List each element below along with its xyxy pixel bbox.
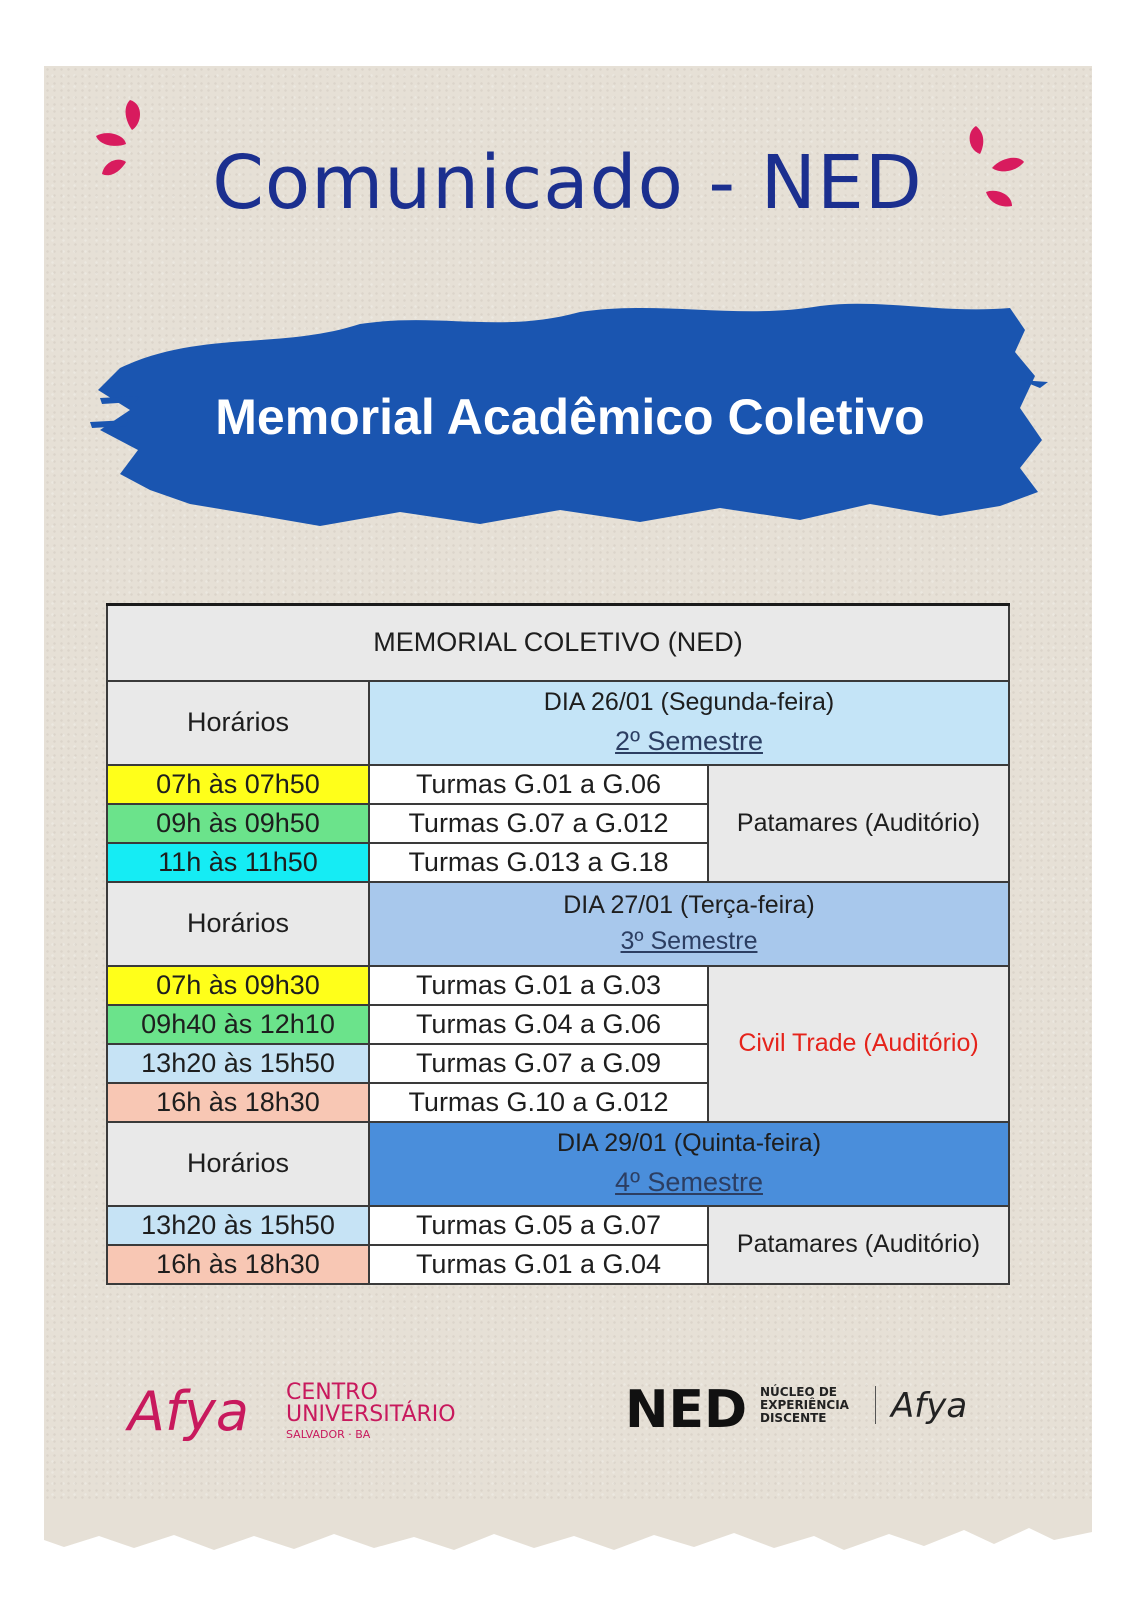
afya-logo-text: Afya xyxy=(128,1380,249,1443)
turmas-cell: Turmas G.07 a G.012 xyxy=(369,804,708,843)
turmas-cell: Turmas G.013 a G.18 xyxy=(369,843,708,882)
ned-sub-line-3: DISCENTE xyxy=(760,1411,827,1425)
time-cell: 11h às 11h50 xyxy=(107,843,369,882)
day-header-row xyxy=(107,882,1009,966)
page-title: Comunicado - NED xyxy=(212,140,923,226)
day-label: DIA 26/01 (Segunda-feira) xyxy=(543,688,835,717)
day-header-row xyxy=(107,681,1009,765)
table-row xyxy=(107,1206,1009,1245)
turmas-cell: Turmas G.01 a G.06 xyxy=(369,765,708,804)
time-cell: 13h20 às 15h50 xyxy=(107,1206,369,1245)
table-row xyxy=(107,966,1009,1005)
semester-label: 3º Semestre xyxy=(620,926,758,955)
location-cell: Patamares (Auditório) xyxy=(708,765,1009,882)
location-cell: Civil Trade (Auditório) xyxy=(708,966,1009,1122)
horarios-label: Horários xyxy=(107,882,369,966)
ned-sub-line-2: EXPERIÊNCIA xyxy=(760,1398,849,1412)
time-cell: 09h às 09h50 xyxy=(107,804,369,843)
turmas-cell: Turmas G.05 a G.07 xyxy=(369,1206,708,1245)
ned-sub-line-1: NÚCLEO DE xyxy=(760,1385,837,1399)
logo-line-universitario: UNIVERSITÁRIO xyxy=(286,1402,456,1427)
time-cell: 16h às 18h30 xyxy=(107,1245,369,1284)
horarios-label: Horários xyxy=(107,681,369,765)
location-cell: Patamares (Auditório) xyxy=(708,1206,1009,1284)
schedule-table xyxy=(106,603,1010,1285)
turmas-cell: Turmas G.04 a G.06 xyxy=(369,1005,708,1044)
semester-label: 4º Semestre xyxy=(615,1166,763,1197)
semester-label: 2º Semestre xyxy=(615,725,763,756)
banner-title: Memorial Acadêmico Coletivo xyxy=(215,389,925,445)
day-label: DIA 27/01 (Terça-feira) xyxy=(563,891,815,920)
day-label: DIA 29/01 (Quinta-feira) xyxy=(557,1129,822,1158)
day-header-row xyxy=(107,1122,1009,1206)
logo-line-salvador: SALVADOR · BA xyxy=(286,1428,371,1441)
table-row xyxy=(107,765,1009,804)
afya-partner-logo-text: Afya xyxy=(891,1386,968,1426)
turmas-cell: Turmas G.01 a G.03 xyxy=(369,966,708,1005)
time-cell: 07h às 09h30 xyxy=(107,966,369,1005)
time-cell: 09h40 às 12h10 xyxy=(107,1005,369,1044)
time-cell: 16h às 18h30 xyxy=(107,1083,369,1122)
table-title: MEMORIAL COLETIVO (NED) xyxy=(107,605,1009,682)
turmas-cell: Turmas G.01 a G.04 xyxy=(369,1245,708,1284)
time-cell: 13h20 às 15h50 xyxy=(107,1044,369,1083)
logo-line-centro: CENTRO xyxy=(286,1380,378,1405)
time-cell: 07h às 07h50 xyxy=(107,765,369,804)
turmas-cell: Turmas G.10 a G.012 xyxy=(369,1083,708,1122)
torn-paper-edge xyxy=(44,1500,1092,1570)
day-cell xyxy=(369,882,1009,966)
day-cell xyxy=(369,1122,1009,1206)
horarios-label: Horários xyxy=(107,1122,369,1206)
logo-divider xyxy=(875,1386,876,1424)
table-header-row xyxy=(107,605,1009,682)
turmas-cell: Turmas G.07 a G.09 xyxy=(369,1044,708,1083)
ned-logo-text: NED xyxy=(625,1380,748,1440)
day-cell xyxy=(369,681,1009,765)
